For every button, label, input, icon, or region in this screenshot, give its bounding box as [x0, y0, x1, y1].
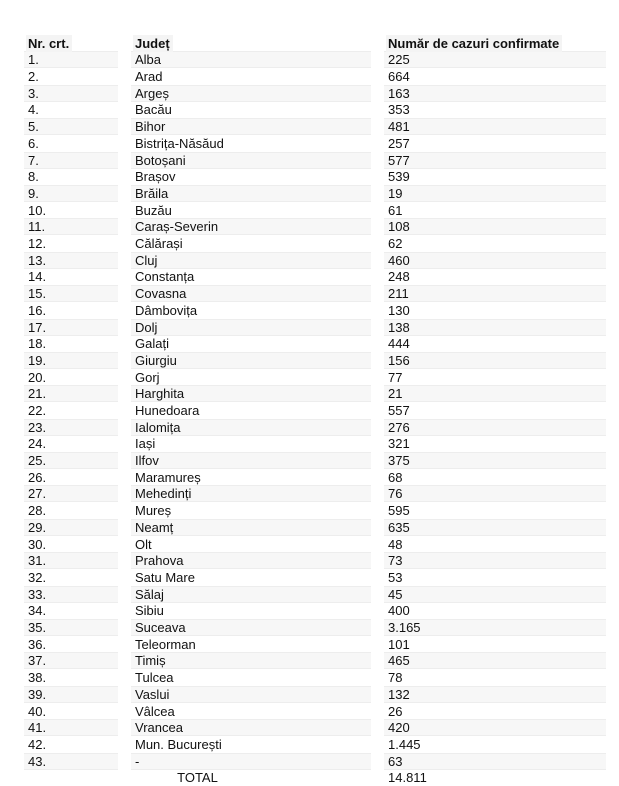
table-row: [24, 319, 606, 336]
row-number-cell: 32.: [24, 569, 118, 585]
row-number-cell: 35.: [24, 619, 118, 636]
header-row: [24, 35, 606, 51]
county-cell: Bacău: [131, 102, 371, 118]
table-row: [24, 169, 606, 185]
county-cell: Mun. București: [131, 736, 371, 752]
county-cell: Brăila: [131, 185, 371, 202]
row-number-cell: 38.: [24, 669, 118, 685]
table-row: [24, 552, 606, 569]
county-cell: Dâmbovița: [131, 302, 371, 318]
cases-count-cell: 156: [384, 352, 606, 369]
table-row: [24, 469, 606, 485]
table-row: [24, 135, 606, 151]
confirmed-cases-table: [11, 35, 619, 786]
cases-count-cell: 132: [384, 686, 606, 703]
row-number-cell: 13.: [24, 252, 118, 269]
row-number-cell: 43.: [24, 753, 118, 770]
county-cell: Constanța: [131, 269, 371, 285]
table-row: [24, 569, 606, 585]
county-cell: Ilfov: [131, 452, 371, 469]
table-row: [24, 402, 606, 418]
county-cell: Dolj: [131, 319, 371, 336]
county-cell: Botoșani: [131, 152, 371, 169]
county-cell: Vâlcea: [131, 703, 371, 719]
total-row: [24, 770, 606, 786]
col-header-cazuri: [384, 35, 606, 51]
table-row: [24, 369, 606, 385]
cases-count-cell: 353: [384, 102, 606, 118]
cases-count-cell: 78: [384, 669, 606, 685]
county-cell: Sălaj: [131, 586, 371, 603]
row-number-cell: 24.: [24, 436, 118, 452]
cases-count-cell: 225: [384, 51, 606, 68]
county-cell: Bihor: [131, 118, 371, 135]
row-number-cell: 33.: [24, 586, 118, 603]
cases-count-cell: 108: [384, 218, 606, 235]
cases-count-cell: 26: [384, 703, 606, 719]
cases-count-cell: 101: [384, 636, 606, 652]
county-cell: Argeș: [131, 85, 371, 102]
county-cell: Caraș-Severin: [131, 218, 371, 235]
table-row: [24, 619, 606, 636]
row-number-cell: 9.: [24, 185, 118, 202]
row-number-cell: 3.: [24, 85, 118, 102]
row-number-cell: 7.: [24, 152, 118, 169]
table-row: [24, 419, 606, 436]
cases-count-cell: 45: [384, 586, 606, 603]
table-row: [24, 269, 606, 285]
cases-count-cell: 48: [384, 536, 606, 552]
table-row: [24, 235, 606, 251]
county-cell: Giurgiu: [131, 352, 371, 369]
row-number-cell: 27.: [24, 485, 118, 502]
table-row: [24, 519, 606, 536]
table-row: [24, 753, 606, 770]
cases-count-cell: 138: [384, 319, 606, 336]
county-cell: Mehedinți: [131, 485, 371, 502]
cases-count-cell: 19: [384, 185, 606, 202]
col-header-cazuri-label: Număr de cazuri confirmate: [386, 35, 562, 52]
cases-count-cell: 557: [384, 402, 606, 418]
county-cell: Teleorman: [131, 636, 371, 652]
county-cell: Harghita: [131, 385, 371, 402]
table-row: [24, 652, 606, 669]
cases-count-cell: 539: [384, 169, 606, 185]
table-row: [24, 85, 606, 102]
cases-count-cell: 73: [384, 552, 606, 569]
row-number-cell: 30.: [24, 536, 118, 552]
row-number-cell: 15.: [24, 285, 118, 302]
cases-count-cell: 465: [384, 652, 606, 669]
cases-count-cell: 21: [384, 385, 606, 402]
county-cell: Timiș: [131, 652, 371, 669]
cases-count-cell: 1.445: [384, 736, 606, 752]
county-cell: Vrancea: [131, 719, 371, 736]
county-cell: Satu Mare: [131, 569, 371, 585]
table-row: [24, 636, 606, 652]
county-cell: Mureș: [131, 502, 371, 518]
cases-count-cell: 3.165: [384, 619, 606, 636]
county-cell: Iași: [131, 436, 371, 452]
table-row: [24, 485, 606, 502]
cases-count-cell: 420: [384, 719, 606, 736]
table-row: [24, 719, 606, 736]
table-row: [24, 436, 606, 452]
cases-count-cell: 375: [384, 452, 606, 469]
cases-count-cell: 321: [384, 436, 606, 452]
cases-count-cell: 444: [384, 336, 606, 352]
row-number-cell: 17.: [24, 319, 118, 336]
table-row: [24, 285, 606, 302]
county-cell: Maramureș: [131, 469, 371, 485]
cases-count-cell: 481: [384, 118, 606, 135]
county-cell: Galați: [131, 336, 371, 352]
county-cell: Suceava: [131, 619, 371, 636]
cases-count-cell: 211: [384, 285, 606, 302]
table-row: [24, 385, 606, 402]
row-number-cell: 39.: [24, 686, 118, 703]
county-cell: Neamț: [131, 519, 371, 536]
row-number-cell: 4.: [24, 102, 118, 118]
cases-count-cell: 163: [384, 85, 606, 102]
cases-count-cell: 53: [384, 569, 606, 585]
row-number-cell: 34.: [24, 603, 118, 619]
table-row: [24, 603, 606, 619]
table-row: [24, 218, 606, 235]
table-row: [24, 152, 606, 169]
row-number-cell: 2.: [24, 68, 118, 84]
col-header-judet: [131, 35, 371, 51]
table-row: [24, 51, 606, 68]
table-row: [24, 302, 606, 318]
table-row: [24, 102, 606, 118]
col-header-nr-crt-label: Nr. crt.: [26, 35, 72, 52]
row-number-cell: 5.: [24, 118, 118, 135]
row-number-cell: 36.: [24, 636, 118, 652]
col-header-nr-crt: [24, 35, 118, 51]
table-row: [24, 502, 606, 518]
row-number-cell: 28.: [24, 502, 118, 518]
total-label: TOTAL: [24, 770, 371, 786]
table-row: [24, 586, 606, 603]
row-number-cell: 1.: [24, 51, 118, 68]
county-cell: Arad: [131, 68, 371, 84]
county-cell: Vaslui: [131, 686, 371, 703]
county-cell: Covasna: [131, 285, 371, 302]
county-cell: Alba: [131, 51, 371, 68]
table-row: [24, 352, 606, 369]
cases-count-cell: 77: [384, 369, 606, 385]
cases-count-cell: 130: [384, 302, 606, 318]
cases-count-cell: 664: [384, 68, 606, 84]
cases-count-cell: 76: [384, 485, 606, 502]
row-number-cell: 14.: [24, 269, 118, 285]
cases-count-cell: 276: [384, 419, 606, 436]
row-number-cell: 16.: [24, 302, 118, 318]
row-number-cell: 20.: [24, 369, 118, 385]
county-cell: Hunedoara: [131, 402, 371, 418]
table-row: [24, 202, 606, 218]
table-row: [24, 185, 606, 202]
county-cell: Tulcea: [131, 669, 371, 685]
cases-count-cell: 460: [384, 252, 606, 269]
cases-count-cell: 577: [384, 152, 606, 169]
row-number-cell: 26.: [24, 469, 118, 485]
table-row: [24, 536, 606, 552]
row-number-cell: 25.: [24, 452, 118, 469]
table-row: [24, 669, 606, 685]
table-row: [24, 686, 606, 703]
county-cell: Buzău: [131, 202, 371, 218]
cases-count-cell: 62: [384, 235, 606, 251]
table-row: [24, 452, 606, 469]
county-cell: Sibiu: [131, 603, 371, 619]
row-number-cell: 12.: [24, 235, 118, 251]
row-number-cell: 11.: [24, 218, 118, 235]
table-row: [24, 703, 606, 719]
cases-count-cell: 257: [384, 135, 606, 151]
row-number-cell: 40.: [24, 703, 118, 719]
row-number-cell: 10.: [24, 202, 118, 218]
row-number-cell: 42.: [24, 736, 118, 752]
row-number-cell: 22.: [24, 402, 118, 418]
col-header-judet-label: Județ: [133, 35, 173, 52]
row-number-cell: 8.: [24, 169, 118, 185]
row-number-cell: 23.: [24, 419, 118, 436]
table-row: [24, 68, 606, 84]
row-number-cell: 29.: [24, 519, 118, 536]
county-cell: Cluj: [131, 252, 371, 269]
county-cell: Olt: [131, 536, 371, 552]
cases-count-cell: 635: [384, 519, 606, 536]
county-cell: -: [131, 753, 371, 770]
county-cell: Gorj: [131, 369, 371, 385]
row-number-cell: 31.: [24, 552, 118, 569]
county-cell: Bistrița-Năsăud: [131, 135, 371, 151]
cases-count-cell: 248: [384, 269, 606, 285]
row-number-cell: 21.: [24, 385, 118, 402]
row-number-cell: 18.: [24, 336, 118, 352]
row-number-cell: 41.: [24, 719, 118, 736]
row-number-cell: 6.: [24, 135, 118, 151]
county-cell: Brașov: [131, 169, 371, 185]
row-number-cell: 37.: [24, 652, 118, 669]
cases-count-cell: 400: [384, 603, 606, 619]
cases-count-cell: 68: [384, 469, 606, 485]
total-value: 14.811: [384, 770, 606, 786]
cases-count-cell: 63: [384, 753, 606, 770]
table-row: [24, 736, 606, 752]
row-number-cell: 19.: [24, 352, 118, 369]
table-row: [24, 252, 606, 269]
county-cell: Călărași: [131, 235, 371, 251]
table-row: [24, 336, 606, 352]
cases-count-cell: 61: [384, 202, 606, 218]
table-row: [24, 118, 606, 135]
county-cell: Prahova: [131, 552, 371, 569]
cases-count-cell: 595: [384, 502, 606, 518]
county-cell: Ialomița: [131, 419, 371, 436]
